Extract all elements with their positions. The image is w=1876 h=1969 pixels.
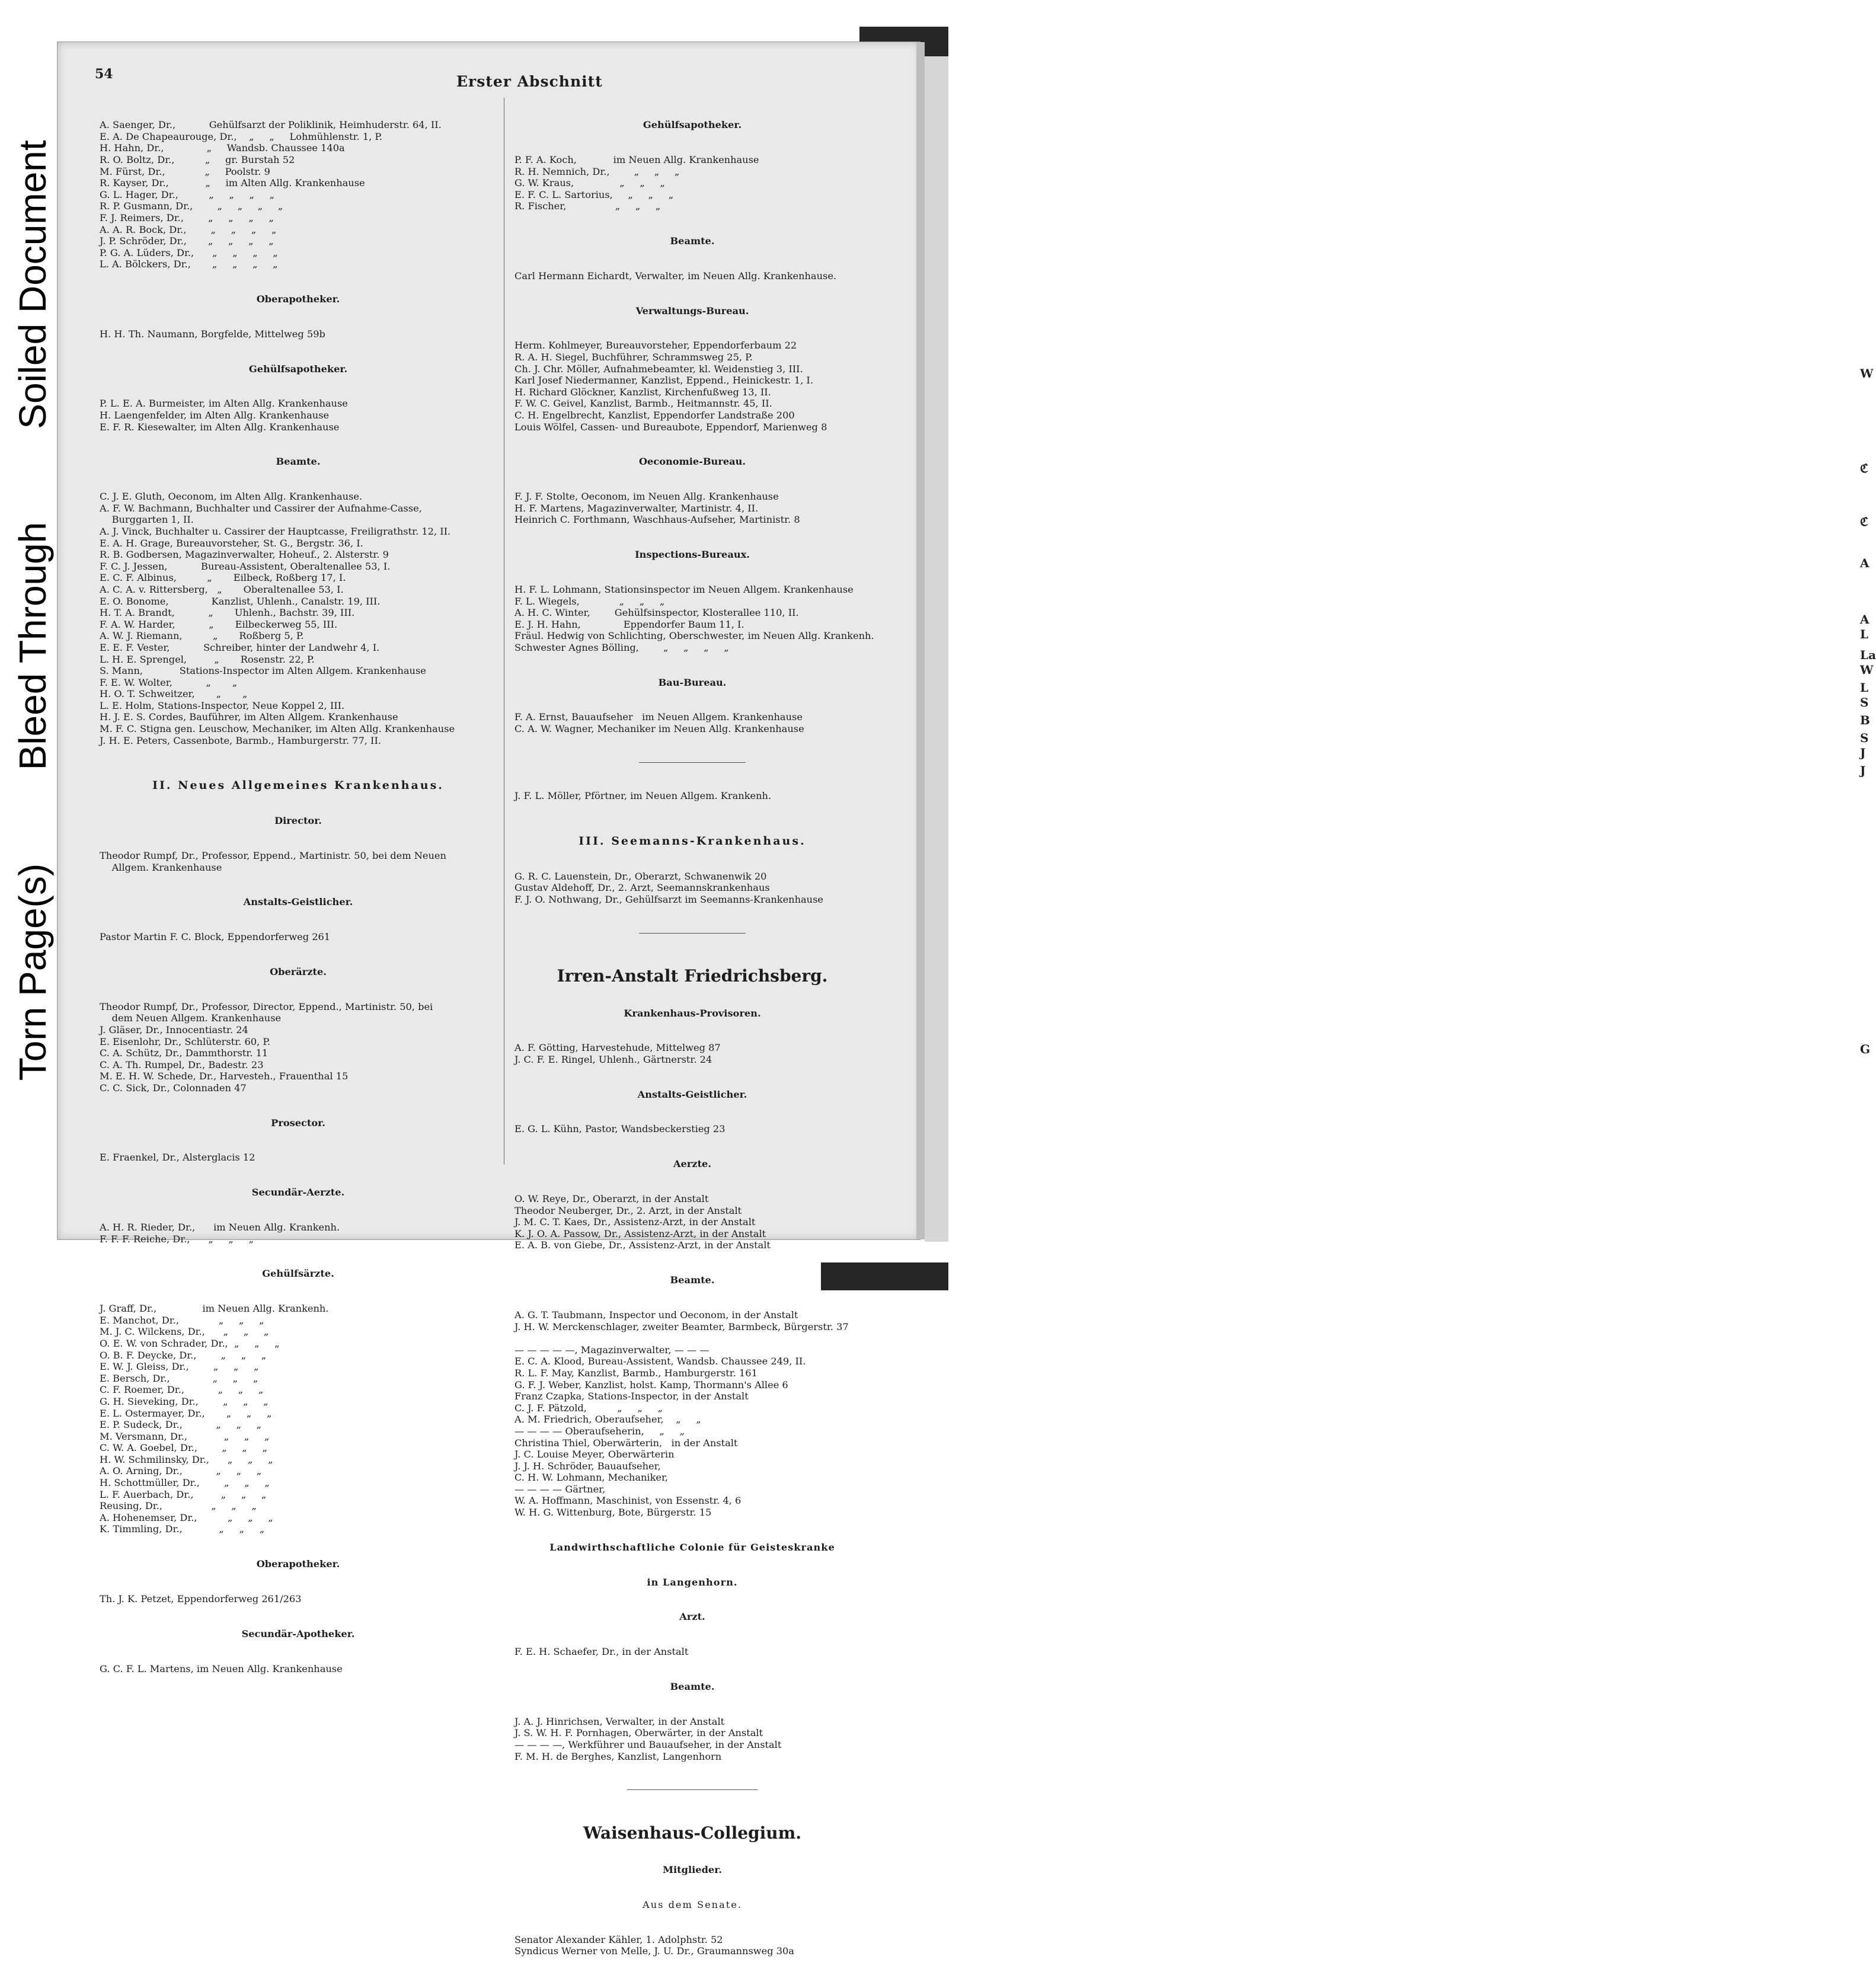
edge-letter: L bbox=[1860, 680, 1869, 695]
entry-list bbox=[514, 340, 870, 433]
entry-line: C. A. Schütz, Dr., Dammthorstr. 11 bbox=[100, 1047, 269, 1059]
entry-line: A. H. C. Winter, Gehülfsinspector, Klosterallee 110, II. bbox=[514, 607, 799, 619]
entry-line: E. A. H. Grage, Bureauvorsteher, St. G., Bergstr. 36, I. bbox=[100, 537, 363, 549]
entry-line: M. Fürst, Dr., „ Poolstr. 9 bbox=[100, 165, 270, 177]
entry-line: F. J. Reimers, Dr., „ „ „ „ bbox=[100, 212, 274, 223]
defect-label-torn-pages: Torn Page(s) bbox=[11, 863, 54, 1081]
edge-letter: S bbox=[1860, 731, 1869, 745]
entry-list bbox=[514, 1042, 870, 1065]
entry-line: Fräul. Hedwig von Schlichting, Oberschwester, im Neuen Allg. Krankenh. bbox=[514, 630, 874, 642]
entry-line: C. J. F. Pätzold, „ „ „ bbox=[514, 1402, 663, 1414]
entry-line: J. H. E. Peters, Cassenbote, Barmb., Hamburgerstr. 77, II. bbox=[100, 734, 381, 746]
entry-line: Herm. Kohlmeyer, Bureauvorsteher, Eppendorferbaum 22 bbox=[514, 340, 797, 351]
entry-line: O. E. W. von Schrader, Dr., „ „ „ bbox=[100, 1337, 280, 1349]
entry-line: L. F. Auerbach, Dr., „ „ „ bbox=[100, 1488, 267, 1500]
entry-line: C. C. Sick, Dr., Colonnaden 47 bbox=[100, 1082, 247, 1094]
entry-line: O. W. Reye, Dr., Oberarzt, in der Anstalt bbox=[514, 1193, 709, 1205]
entry-list bbox=[100, 850, 497, 873]
separator-rule bbox=[639, 933, 746, 934]
entry-line: E. F. R. Kiesewalter, im Alten Allg. Krankenhause bbox=[100, 421, 340, 433]
entry-line: H. Schottmüller, Dr., „ „ „ bbox=[100, 1477, 270, 1489]
entry-line: M. J. C. Wilckens, Dr., „ „ „ bbox=[100, 1326, 269, 1338]
entry-line: A. F. Götting, Harvestehude, Mittelweg 87 bbox=[514, 1042, 721, 1054]
entry-line: H. F. Martens, Magazinverwalter, Martinistr. 4, II. bbox=[514, 502, 759, 514]
entry-line: M. F. C. Stigna gen. Leuschow, Mechaniker, im Alten Allg. Krankenhause bbox=[100, 723, 455, 735]
entry-list bbox=[100, 1001, 497, 1094]
entry-line: K. Timmling, Dr., „ „ „ bbox=[100, 1523, 265, 1535]
page-gutter-shadow bbox=[916, 42, 925, 1239]
separator-rule bbox=[627, 1789, 758, 1790]
entry-list bbox=[514, 491, 870, 526]
entry-list bbox=[100, 1303, 497, 1535]
entry-line: C. J. E. Gluth, Oeconom, im Alten Allg. Krankenhause. bbox=[100, 491, 363, 503]
entry-list bbox=[514, 871, 870, 906]
entry-line: A. C. A. v. Rittersberg, „ Oberaltenallee 53, I. bbox=[100, 583, 344, 595]
entry-line: F. F. F. Reiche, Dr., „ „ „ bbox=[100, 1233, 254, 1245]
hospital-title: II. Neues Allgemeines Krankenhaus. bbox=[152, 779, 444, 792]
section-heading: in Langenhorn. bbox=[647, 1576, 738, 1588]
entry-line: E. W. J. Gleiss, Dr., „ „ „ bbox=[100, 1361, 259, 1373]
section-heading: Beamte. bbox=[670, 235, 715, 247]
entry-line: G. W. Kraus, „ „ „ bbox=[514, 177, 665, 189]
section-heading: Director. bbox=[274, 815, 322, 827]
entry-line: Theodor Rumpf, Dr., Professor, Director, Eppend., Martinistr. 50, bei bbox=[100, 1001, 433, 1012]
entry-line: J. H. W. Merckenschlager, zweiter Beamter, Barmbeck, Bürgerstr. 37 bbox=[514, 1321, 849, 1332]
entry-line: E. C. F. Albinus, „ Eilbeck, Roßberg 17, I. bbox=[100, 572, 346, 584]
entry-line: E. C. A. Klood, Bureau-Assistent, Wandsb. Chaussee 249, II. bbox=[514, 1356, 806, 1367]
entry-list bbox=[514, 583, 874, 654]
section-heading: Anstalts-Geistlicher. bbox=[243, 896, 353, 908]
entry-line: J. J. H. Schröder, Bauaufseher, bbox=[514, 1460, 661, 1472]
entry-line: C. W. A. Goebel, Dr., „ „ „ bbox=[100, 1442, 267, 1454]
entry-line: Louis Wölfel, Cassen- und Bureaubote, Eppendorf, Marienweg 8 bbox=[514, 421, 827, 433]
entry-line: W. A. Hoffmann, Maschinist, von Essenstr. 4, 6 bbox=[514, 1495, 742, 1507]
entry-line: A. F. W. Bachmann, Buchhalter und Cassirer der Aufnahme-Casse, bbox=[100, 502, 422, 514]
entry-line: Theodor Neuberger, Dr., 2. Arzt, in der Anstalt bbox=[514, 1204, 742, 1216]
edge-letter: W bbox=[1860, 366, 1874, 381]
entry-line: M. E. H. W. Schede, Dr., Harvesteh., Frauenthal 15 bbox=[100, 1070, 349, 1082]
entry-line: J. S. W. H. F. Pornhagen, Oberwärter, in der Anstalt bbox=[514, 1727, 763, 1739]
entry-list bbox=[514, 711, 870, 734]
entry-line: P. G. A. Lüders, Dr., „ „ „ „ bbox=[100, 247, 278, 258]
entry-line: F. E. H. Schaefer, Dr., in der Anstalt bbox=[514, 1646, 689, 1658]
entry-line: H. Hahn, Dr., „ Wandsb. Chaussee 140a bbox=[100, 142, 345, 154]
entry-line: H. H. Th. Naumann, Borgfelde, Mittelweg 59b bbox=[100, 328, 325, 340]
entry-line: R. B. Godbersen, Magazinverwalter, Hoheuf., 2. Alsterstr. 9 bbox=[100, 549, 389, 561]
entry-line: Ch. J. Chr. Möller, Aufnahmebeamter, kl. Weidenstieg 3, III. bbox=[514, 363, 803, 375]
entry-line: G. H. Sieveking, Dr., „ „ „ bbox=[100, 1395, 269, 1407]
entry-line: W. H. G. Wittenburg, Bote, Bürgerstr. 15 bbox=[514, 1507, 712, 1519]
entry-line: R. A. H. Siegel, Buchführer, Schrammsweg 25, P. bbox=[514, 351, 753, 363]
entry-line: Syndicus Werner von Melle, J. U. Dr., Graumannsweg 30a bbox=[514, 1945, 794, 1957]
entry-line: R. O. Boltz, Dr., „ gr. Burstah 52 bbox=[100, 154, 295, 165]
section-heading: Oberapotheker. bbox=[256, 1558, 340, 1570]
section-heading: Aerzte. bbox=[673, 1158, 711, 1170]
entry-list bbox=[100, 1152, 497, 1164]
section-heading: Secundär-Aerzte. bbox=[251, 1187, 345, 1198]
entry-line: A. Saenger, Dr., Gehülfsarzt der Poliklinik, Heimhuderstr. 64, II. bbox=[100, 119, 442, 131]
entry-line: E. P. Sudeck, Dr., „ „ „ bbox=[100, 1419, 262, 1431]
entry-line: L. H. E. Sprengel, „ Rosenstr. 22, P. bbox=[100, 653, 315, 665]
entry-line: R. Kayser, Dr., „ im Alten Allg. Krankenhause bbox=[100, 177, 365, 189]
hospital-title: III. Seemanns-Krankenhaus. bbox=[579, 834, 806, 848]
entry-line: C. H. Engelbrecht, Kanzlist, Eppendorfer Landstraße 200 bbox=[514, 410, 795, 421]
section-heading: Secundär-Apotheker. bbox=[241, 1628, 355, 1639]
edge-letter: ℭ bbox=[1860, 514, 1869, 529]
entry-line: Reusing, Dr., „ „ „ bbox=[100, 1500, 257, 1512]
institution-title: Waisenhaus-Collegium. bbox=[583, 1823, 801, 1843]
entry-line: L. A. Bölckers, Dr., „ „ „ „ bbox=[100, 258, 278, 270]
entry-line: Franz Czapka, Stations-Inspector, in der Anstalt bbox=[514, 1391, 749, 1402]
entry-line: — — — —, Werkführer und Bauaufseher, in der Anstalt bbox=[514, 1738, 782, 1750]
section-heading: Oeconomie-Bureau. bbox=[638, 456, 746, 468]
entry-line: O. B. F. Deycke, Dr., „ „ „ bbox=[100, 1349, 267, 1361]
entry-list bbox=[100, 398, 497, 433]
entry-line: — — — — —, Magazinverwalter, — — — bbox=[514, 1344, 710, 1356]
edge-letter: W bbox=[1860, 663, 1874, 677]
entry-line: J. M. C. T. Kaes, Dr., Assistenz-Arzt, in der Anstalt bbox=[514, 1216, 756, 1228]
entry-line: Karl Josef Niedermanner, Kanzlist, Eppend., Heinickestr. 1, I. bbox=[514, 375, 813, 386]
entry-line: dem Neuen Allgem. Krankenhause bbox=[100, 1012, 282, 1024]
edge-letter: B bbox=[1860, 713, 1870, 727]
section-heading: Anstalts-Geistlicher. bbox=[637, 1088, 747, 1100]
entry-line: H. Laengenfelder, im Alten Allg. Krankenhause bbox=[100, 410, 330, 421]
section-heading: Verwaltungs-Bureau. bbox=[635, 305, 749, 317]
defect-label-soiled: Soiled Document bbox=[11, 140, 54, 429]
entry-line: Carl Hermann Eichardt, Verwalter, im Neuen Allg. Krankenhause. bbox=[514, 270, 837, 282]
entry-line: F. E. W. Wolter, „ „ bbox=[100, 676, 238, 688]
entry-line: J. C. F. E. Ringel, Uhlenh., Gärtnerstr. 24 bbox=[514, 1053, 712, 1065]
edge-letter: La bbox=[1860, 648, 1876, 662]
entry-list bbox=[100, 491, 497, 746]
entry-line: Burggarten 1, II. bbox=[100, 514, 194, 526]
entry-line: F. A. W. Harder, „ Eilbeckerweg 55, III. bbox=[100, 618, 338, 630]
entry-list bbox=[100, 1222, 497, 1245]
entry-line: R. Fischer, „ „ „ bbox=[514, 200, 661, 212]
section-heading: Inspections-Bureaux. bbox=[635, 549, 750, 561]
next-page-edge bbox=[925, 56, 1876, 1242]
section-heading: Beamte. bbox=[276, 456, 321, 468]
entry-line: E. O. Bonome, Kanzlist, Uhlenh., Canalstr. 19, III. bbox=[100, 595, 381, 607]
entry-line: E. F. C. L. Sartorius, „ „ „ bbox=[514, 188, 674, 200]
entry-line: E. E. F. Vester, Schreiber, hinter der Landwehr 4, I. bbox=[100, 641, 380, 653]
section-heading: Beamte. bbox=[670, 1274, 715, 1286]
entry-line: Christina Thiel, Oberwärterin, in der Anstalt bbox=[514, 1437, 738, 1449]
edge-letter: J bbox=[1860, 763, 1866, 778]
entry-line: E. Eisenlohr, Dr., Schlüterstr. 60, P. bbox=[100, 1035, 271, 1047]
entry-line: C. H. W. Lohmann, Mechaniker, bbox=[514, 1472, 669, 1484]
entry-line: E. A. De Chapeaurouge, Dr., „ „ Lohmühlenstr. 1, P. bbox=[100, 130, 383, 142]
entry-list bbox=[514, 1646, 870, 1658]
entry-line: Allgem. Krankenhause bbox=[100, 861, 222, 873]
entry-line: H. T. A. Brandt, „ Uhlenh., Bachstr. 39, III. bbox=[100, 607, 355, 619]
entry-line: A. Hohenemser, Dr., „ „ „ bbox=[100, 1511, 273, 1523]
entry-line: C. F. Roemer, Dr., „ „ „ bbox=[100, 1384, 264, 1396]
entry-line: E. Manchot, Dr., „ „ „ bbox=[100, 1314, 264, 1326]
left-column bbox=[100, 96, 497, 1686]
entry-line: J. F. L. Möller, Pförtner, im Neuen Allgem. Krankenh. bbox=[514, 790, 772, 802]
entry-line: E. G. L. Kühn, Pastor, Wandsbeckerstieg 23 bbox=[514, 1123, 726, 1135]
entry-line: M. Versmann, Dr., „ „ „ bbox=[100, 1430, 270, 1442]
entry-list bbox=[100, 1593, 497, 1605]
section-heading: Gehülfsärzte. bbox=[262, 1268, 334, 1280]
entry-line bbox=[514, 1332, 870, 1344]
entry-list bbox=[514, 790, 870, 802]
page-number: 54 bbox=[95, 66, 113, 82]
entry-line: C. A. W. Wagner, Mechaniker im Neuen Allg. Krankenhause bbox=[514, 723, 804, 735]
section-heading: Krankenhaus-Provisoren. bbox=[624, 1007, 761, 1019]
edge-letter: G bbox=[1860, 1042, 1871, 1056]
entry-line: L. E. Holm, Stations-Inspector, Neue Koppel 2, III. bbox=[100, 699, 345, 711]
entry-line: G. C. F. L. Martens, im Neuen Allg. Krankenhause bbox=[100, 1663, 343, 1674]
entry-line: F. M. H. de Berghes, Kanzlist, Langenhorn bbox=[514, 1750, 722, 1762]
entry-line: J. Graff, Dr., im Neuen Allg. Krankenh. bbox=[100, 1303, 329, 1315]
entry-line: Theodor Rumpf, Dr., Professor, Eppend., Martinistr. 50, bei dem Neuen bbox=[100, 850, 446, 861]
entry-line: G. F. J. Weber, Kanzlist, holst. Kamp, Thormann's Allee 6 bbox=[514, 1379, 788, 1391]
entry-line: P. L. E. A. Burmeister, im Alten Allg. Krankenhause bbox=[100, 398, 348, 410]
section-heading: Arzt. bbox=[679, 1611, 705, 1623]
entry-list bbox=[100, 931, 497, 943]
entry-line: F. W. C. Geivel, Kanzlist, Barmb., Heitmannstr. 45, II. bbox=[514, 398, 772, 410]
entry-line: H. J. E. S. Cordes, Bauführer, im Alten Allgem. Krankenhause bbox=[100, 711, 398, 723]
entry-line: A. W. J. Riemann, „ Roßberg 5, P. bbox=[100, 630, 304, 642]
edge-letter: A bbox=[1860, 556, 1869, 570]
section-heading: Oberapotheker. bbox=[256, 293, 340, 305]
edge-letter: J bbox=[1860, 746, 1866, 760]
entry-line: Th. J. K. Petzet, Eppendorferweg 261/263 bbox=[100, 1593, 302, 1604]
section-heading: Prosector. bbox=[271, 1117, 325, 1129]
entry-line: F. A. Ernst, Bauaufseher im Neuen Allgem. Krankenhause bbox=[514, 711, 803, 723]
entry-line: Heinrich C. Forthmann, Waschhaus-Aufseher, Martinistr. 8 bbox=[514, 514, 800, 526]
entry-list bbox=[514, 154, 870, 212]
scan-clip-bottom bbox=[821, 1262, 948, 1290]
entry-line: P. F. A. Koch, im Neuen Allg. Krankenhause bbox=[514, 154, 759, 165]
edge-letter: L bbox=[1860, 627, 1869, 641]
entry-line: Schwester Agnes Bölling, „ „ „ „ bbox=[514, 641, 729, 653]
entry-line: H. W. Schmilinsky, Dr., „ „ „ bbox=[100, 1453, 273, 1465]
separator-rule bbox=[639, 762, 746, 763]
running-head: Erster Abschnitt bbox=[456, 73, 603, 90]
section-subheading: Aus dem Senate. bbox=[643, 1899, 742, 1911]
entry-line: K. J. O. A. Passow, Dr., Assistenz-Arzt, in der Anstalt bbox=[514, 1228, 766, 1239]
entry-line: R. P. Gusmann, Dr., „ „ „ „ bbox=[100, 200, 283, 212]
entry-line: J. P. Schröder, Dr., „ „ „ „ bbox=[100, 235, 274, 247]
section-heading: Gehülfsapotheker. bbox=[248, 363, 348, 375]
section-heading: Gehülfsapotheker. bbox=[643, 119, 742, 131]
entry-list bbox=[100, 1663, 497, 1675]
entry-line: F. C. J. Jessen, Bureau-Assistent, Oberaltenallee 53, I. bbox=[100, 560, 391, 572]
entry-line: H. O. T. Schweitzer, „ „ bbox=[100, 688, 248, 700]
entry-line: A. H. R. Rieder, Dr., im Neuen Allg. Krankenh. bbox=[100, 1222, 340, 1233]
entry-line: F. J. O. Nothwang, Dr., Gehülfsarzt im Seemanns-Krankenhause bbox=[514, 893, 823, 905]
entry-line: G. L. Hager, Dr., „ „ „ „ bbox=[100, 188, 275, 200]
entry-line: F. J. F. Stolte, Oeconom, im Neuen Allg. Krankenhause bbox=[514, 491, 779, 503]
section-heading: Oberärzte. bbox=[270, 966, 327, 977]
entry-line: A. A. R. Bock, Dr., „ „ „ „ bbox=[100, 223, 277, 235]
edge-letter: S bbox=[1860, 695, 1869, 709]
entry-line: — — — — Oberaufseherin, „ „ bbox=[514, 1425, 685, 1437]
entry-line: E. Fraenkel, Dr., Alsterglacis 12 bbox=[100, 1152, 255, 1164]
entry-line: — — — — Gärtner, bbox=[514, 1483, 606, 1495]
entry-list bbox=[100, 328, 497, 340]
edge-letter: ℭ bbox=[1860, 461, 1869, 475]
edge-letter: A bbox=[1860, 612, 1869, 626]
entry-line: R. H. Nemnich, Dr., „ „ „ bbox=[514, 165, 680, 177]
entry-line: Gustav Aldehoff, Dr., 2. Arzt, Seemannskrankenhaus bbox=[514, 882, 770, 894]
entry-list bbox=[100, 119, 497, 270]
section-heading: Bau-Bureau. bbox=[658, 676, 727, 688]
entry-list bbox=[514, 270, 870, 282]
section-heading: Landwirthschaftliche Colonie für Geisteskranke bbox=[549, 1541, 835, 1553]
entry-line: Pastor Martin F. C. Block, Eppendorferweg 261 bbox=[100, 931, 331, 943]
entry-line: A. M. Friedrich, Oberaufseher, „ „ bbox=[514, 1414, 701, 1425]
entry-list bbox=[514, 1193, 870, 1251]
entry-line: G. R. C. Lauenstein, Dr., Oberarzt, Schwanenwik 20 bbox=[514, 870, 767, 882]
entry-line: E. A. B. von Giebe, Dr., Assistenz-Arzt, in der Anstalt bbox=[514, 1239, 771, 1251]
right-column bbox=[514, 96, 874, 1969]
entry-list bbox=[514, 1309, 870, 1519]
entry-line: J. A. J. Hinrichsen, Verwalter, in der Anstalt bbox=[514, 1715, 725, 1727]
entry-list bbox=[514, 1716, 870, 1762]
entry-line: A. O. Arning, Dr., „ „ „ bbox=[100, 1465, 262, 1477]
entry-line: E. J. H. Hahn, Eppendorfer Baum 11, I. bbox=[514, 618, 744, 630]
entry-line: H. Richard Glöckner, Kanzlist, Kirchenfußweg 13, II. bbox=[514, 386, 771, 398]
entry-line: E. Bersch, Dr., „ „ „ bbox=[100, 1372, 258, 1384]
entry-line: A. J. Vinck, Buchhalter u. Cassirer der Hauptcasse, Freiligrathstr. 12, II. bbox=[100, 525, 451, 537]
scan-defect-sidebar bbox=[0, 0, 65, 1290]
entry-line: J. Gläser, Dr., Innocentiastr. 24 bbox=[100, 1024, 248, 1035]
entry-line: A. G. T. Taubmann, Inspector und Oeconom, in der Anstalt bbox=[514, 1309, 798, 1321]
entry-line: S. Mann, Stations-Inspector im Alten Allgem. Krankenhause bbox=[100, 665, 426, 677]
institution-title: Irren-Anstalt Friedrichsberg. bbox=[557, 966, 828, 986]
entry-list bbox=[514, 1123, 870, 1135]
entry-line: C. A. Th. Rumpel, Dr., Badestr. 23 bbox=[100, 1059, 264, 1070]
section-heading: Beamte. bbox=[670, 1680, 715, 1692]
entry-list bbox=[514, 1934, 870, 1957]
entry-line: R. L. F. May, Kanzlist, Barmb., Hamburgerstr. 161 bbox=[514, 1367, 758, 1379]
entry-line: Senator Alexander Kähler, 1. Adolphstr. 52 bbox=[514, 1933, 723, 1945]
entry-line: E. L. Ostermayer, Dr., „ „ „ bbox=[100, 1407, 272, 1419]
defect-label-bleed-through: Bleed Through bbox=[11, 522, 54, 771]
entry-line: F. L. Wiegels, „ „ „ bbox=[514, 595, 665, 607]
entry-line: J. C. Louise Meyer, Oberwärterin bbox=[514, 1449, 675, 1460]
section-heading: Mitglieder. bbox=[663, 1864, 722, 1876]
entry-line: H. F. L. Lohmann, Stationsinspector im Neuen Allgem. Krankenhause bbox=[514, 583, 854, 595]
